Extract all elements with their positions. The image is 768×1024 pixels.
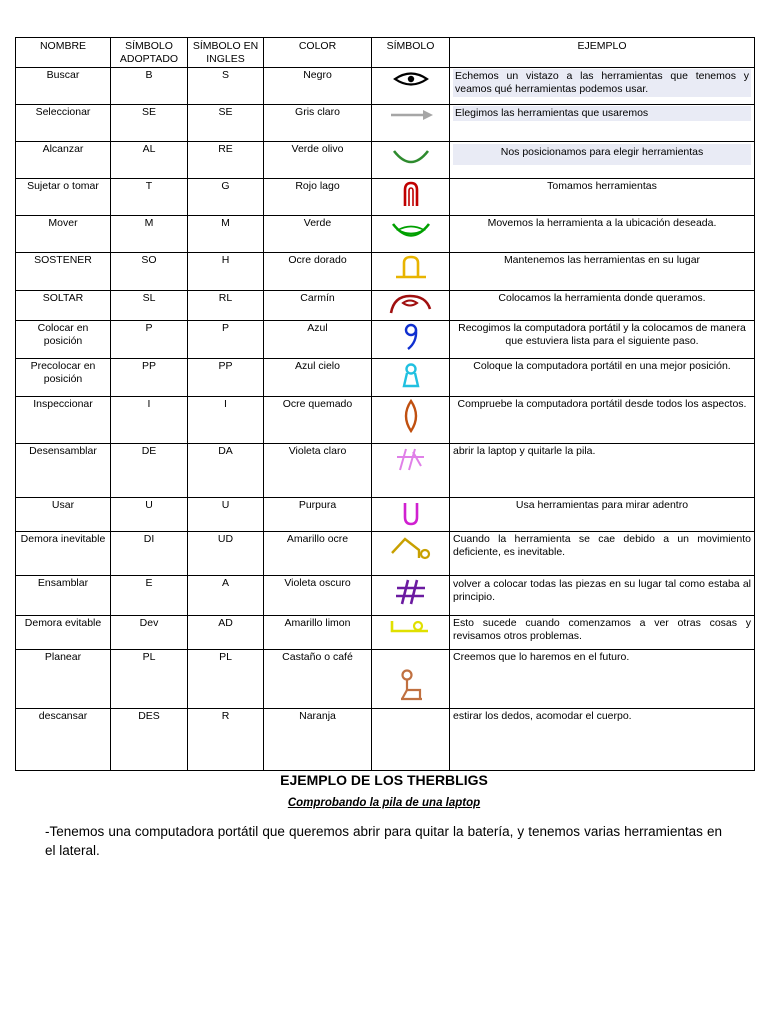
cell-ejemplo [450, 444, 755, 498]
cell-color: Verde olivo [264, 142, 372, 179]
ejemplo-text: Movemos la herramienta a la ubicación deseada. [487, 217, 717, 229]
cell-nombre: Ensamblar [16, 576, 111, 616]
section-subtitle: Comprobando la pila de una laptop [287, 797, 481, 809]
header-simbolo: SÍMBOLO [372, 38, 450, 68]
cell-symbol [372, 444, 450, 498]
cell-ejemplo [450, 321, 755, 359]
cell-adoptado: E [111, 576, 188, 616]
table-row [16, 291, 755, 321]
cell-color: Violeta claro [264, 444, 372, 498]
cell-symbol [372, 650, 450, 709]
cell-symbol [372, 105, 450, 142]
cell-ingles: H [188, 253, 264, 291]
release-icon [388, 293, 434, 315]
cell-ingles: PP [188, 359, 264, 397]
cell-ingles: U [188, 498, 264, 532]
table-row [16, 576, 755, 616]
cell-symbol [372, 576, 450, 616]
cell-adoptado: SO [111, 253, 188, 291]
ejemplo-text: Elegimos las herramientas que usaremos [453, 106, 751, 121]
cell-ingles: PL [188, 650, 264, 709]
arrow-right-icon [387, 108, 435, 122]
cell-ingles: DA [188, 444, 264, 498]
cell-symbol [372, 397, 450, 444]
section-title: EJEMPLO DE LOS THERBLIGS [280, 772, 488, 788]
table-row [16, 179, 755, 216]
cell-ingles: AD [188, 616, 264, 650]
cell-ingles: P [188, 321, 264, 359]
ejemplo-text: volver a colocar todas las piezas en su lugar tal como estaba al principio. [453, 578, 751, 603]
position-icon [399, 322, 423, 352]
table-row [16, 105, 755, 142]
cell-ejemplo [450, 709, 755, 771]
ejemplo-text: estirar los dedos, acomodar el cuerpo. [453, 710, 632, 722]
cell-adoptado: P [111, 321, 188, 359]
ejemplo-text: Coloque la computadora portátil en una mejor posición. [473, 360, 731, 372]
ejemplo-text: Tomamos herramientas [547, 180, 657, 192]
preposition-icon [399, 360, 423, 390]
table-row [16, 68, 755, 105]
ejemplo-text: Colocamos la herramienta donde queramos. [498, 292, 706, 304]
cell-ejemplo [450, 291, 755, 321]
table-row [16, 444, 755, 498]
ejemplo-text: Recogimos la computadora portátil y la colocamos de manera que estuviera lista para el siguiente paso. [458, 322, 746, 347]
cell-symbol [372, 291, 450, 321]
grasp-icon [396, 180, 426, 208]
cell-color: Carmín [264, 291, 372, 321]
table-row [16, 142, 755, 179]
cell-ejemplo [450, 532, 755, 576]
use-icon [399, 499, 423, 527]
cell-ejemplo [450, 397, 755, 444]
cell-ingles: M [188, 216, 264, 253]
ejemplo-text: Mantenemos las herramientas en su lugar [503, 254, 701, 266]
eye-icon [391, 69, 431, 89]
cell-ingles: I [188, 397, 264, 444]
header-simbolo-ingles: SÍMBOLO EN INGLES [188, 38, 264, 68]
avoidable-delay-icon [388, 617, 434, 637]
cell-ejemplo [450, 498, 755, 532]
cell-symbol [372, 359, 450, 397]
cell-ejemplo [450, 105, 755, 142]
cell-nombre: Sujetar o tomar [16, 179, 111, 216]
cell-nombre: descansar [16, 709, 111, 771]
plan-icon [396, 668, 426, 702]
cell-color: Negro [264, 68, 372, 105]
cell-ejemplo [450, 179, 755, 216]
cell-ejemplo [450, 253, 755, 291]
header-nombre: NOMBRE [16, 38, 111, 68]
table-row [16, 397, 755, 444]
cell-symbol [372, 532, 450, 576]
cell-nombre: Buscar [16, 68, 111, 105]
therbligs-table [15, 37, 755, 771]
cell-color: Ocre quemado [264, 397, 372, 444]
cell-symbol [372, 142, 450, 179]
body-paragraph: -Tenemos una computadora portátil que queremos abrir para quitar la batería, y tenemos varias herramientas en el lateral. [45, 824, 722, 858]
disassemble-icon [394, 445, 428, 473]
cell-ejemplo [450, 359, 755, 397]
cell-symbol [372, 216, 450, 253]
ejemplo-text: Compruebe la computadora portátil desde todos los aspectos. [457, 398, 747, 410]
table-row [16, 359, 755, 397]
cell-color: Azul [264, 321, 372, 359]
cell-nombre: SOSTENER [16, 253, 111, 291]
header-ejemplo: EJEMPLO [450, 38, 755, 68]
cell-adoptado: T [111, 179, 188, 216]
cell-nombre: Usar [16, 498, 111, 532]
cell-nombre: Mover [16, 216, 111, 253]
ejemplo-text: Cuando la herramienta se cae debido a un movimiento deficiente, es inevitable. [453, 533, 751, 558]
table-header-row [16, 38, 755, 68]
cell-adoptado: Dev [111, 616, 188, 650]
cell-ejemplo [450, 216, 755, 253]
cell-symbol [372, 616, 450, 650]
cell-symbol [372, 68, 450, 105]
cell-adoptado: AL [111, 142, 188, 179]
lens-icon [400, 398, 422, 434]
header-simbolo-adoptado: SÍMBOLO ADOPTADO [111, 38, 188, 68]
cell-ejemplo [450, 142, 755, 179]
cell-adoptado: PL [111, 650, 188, 709]
cell-ingles: UD [188, 532, 264, 576]
cell-nombre: Colocar en posición [16, 321, 111, 359]
table-row [16, 650, 755, 709]
cell-adoptado: DE [111, 444, 188, 498]
cell-nombre: Precolocar en posición [16, 359, 111, 397]
table-row [16, 216, 755, 253]
cell-nombre: Seleccionar [16, 105, 111, 142]
cell-adoptado: U [111, 498, 188, 532]
cell-nombre: Demora evitable [16, 616, 111, 650]
cell-nombre: Inspeccionar [16, 397, 111, 444]
cell-symbol [372, 253, 450, 291]
cell-symbol [372, 321, 450, 359]
cell-adoptado: SL [111, 291, 188, 321]
cell-adoptado: SE [111, 105, 188, 142]
header-color: COLOR [264, 38, 372, 68]
ejemplo-text: Creemos que lo haremos en el futuro. [453, 651, 630, 663]
cell-adoptado: I [111, 397, 188, 444]
cell-color: Rojo lago [264, 179, 372, 216]
cell-ingles: G [188, 179, 264, 216]
cup-curve-icon [389, 143, 433, 167]
cell-color: Purpura [264, 498, 372, 532]
ejemplo-text: Nos posicionamos para elegir herramientas [453, 144, 751, 165]
cell-adoptado: DI [111, 532, 188, 576]
cell-ingles: RL [188, 291, 264, 321]
cell-adoptado: B [111, 68, 188, 105]
cell-symbol [372, 179, 450, 216]
unavoidable-delay-icon [389, 533, 433, 561]
cell-ejemplo [450, 650, 755, 709]
cell-ingles: R [188, 709, 264, 771]
cell-color: Ocre dorado [264, 253, 372, 291]
cell-symbol [372, 498, 450, 532]
cell-nombre: Demora inevitable [16, 532, 111, 576]
cell-ejemplo [450, 68, 755, 105]
cell-nombre: SOLTAR [16, 291, 111, 321]
cell-nombre: Desensamblar [16, 444, 111, 498]
cell-adoptado: M [111, 216, 188, 253]
cell-adoptado: PP [111, 359, 188, 397]
ejemplo-text: Esto sucede cuando comenzamos a ver otras cosas y revisamos otros problemas. [453, 617, 751, 642]
ejemplo-text: Usa herramientas para mirar adentro [515, 499, 689, 511]
table-row [16, 616, 755, 650]
cell-color: Amarillo ocre [264, 532, 372, 576]
table-row [16, 253, 755, 291]
hold-icon [393, 254, 429, 282]
assemble-icon [393, 577, 429, 607]
cell-color: Naranja [264, 709, 372, 771]
cell-nombre: Alcanzar [16, 142, 111, 179]
cell-ingles: A [188, 576, 264, 616]
cell-color: Azul cielo [264, 359, 372, 397]
cell-color: Violeta oscuro [264, 576, 372, 616]
ejemplo-text: Echemos un vistazo a las herramientas que tenemos y veamos qué herramientas podemos usar. [455, 70, 749, 95]
cell-ingles: S [188, 68, 264, 105]
cell-nombre: Planear [16, 650, 111, 709]
table-row [16, 498, 755, 532]
cell-ingles: SE [188, 105, 264, 142]
cell-adoptado: DES [111, 709, 188, 771]
ejemplo-text: abrir la laptop y quitarle la pila. [453, 445, 596, 457]
cell-color: Gris claro [264, 105, 372, 142]
cell-ejemplo [450, 616, 755, 650]
cell-ejemplo [450, 576, 755, 616]
cell-color: Castaño o café [264, 650, 372, 709]
table-row [16, 532, 755, 576]
table-row [16, 709, 755, 771]
cell-symbol [372, 709, 450, 771]
cell-color: Verde [264, 216, 372, 253]
cell-ingles: RE [188, 142, 264, 179]
table-row [16, 321, 755, 359]
cell-color: Amarillo limon [264, 616, 372, 650]
move-cup-icon [389, 217, 433, 241]
